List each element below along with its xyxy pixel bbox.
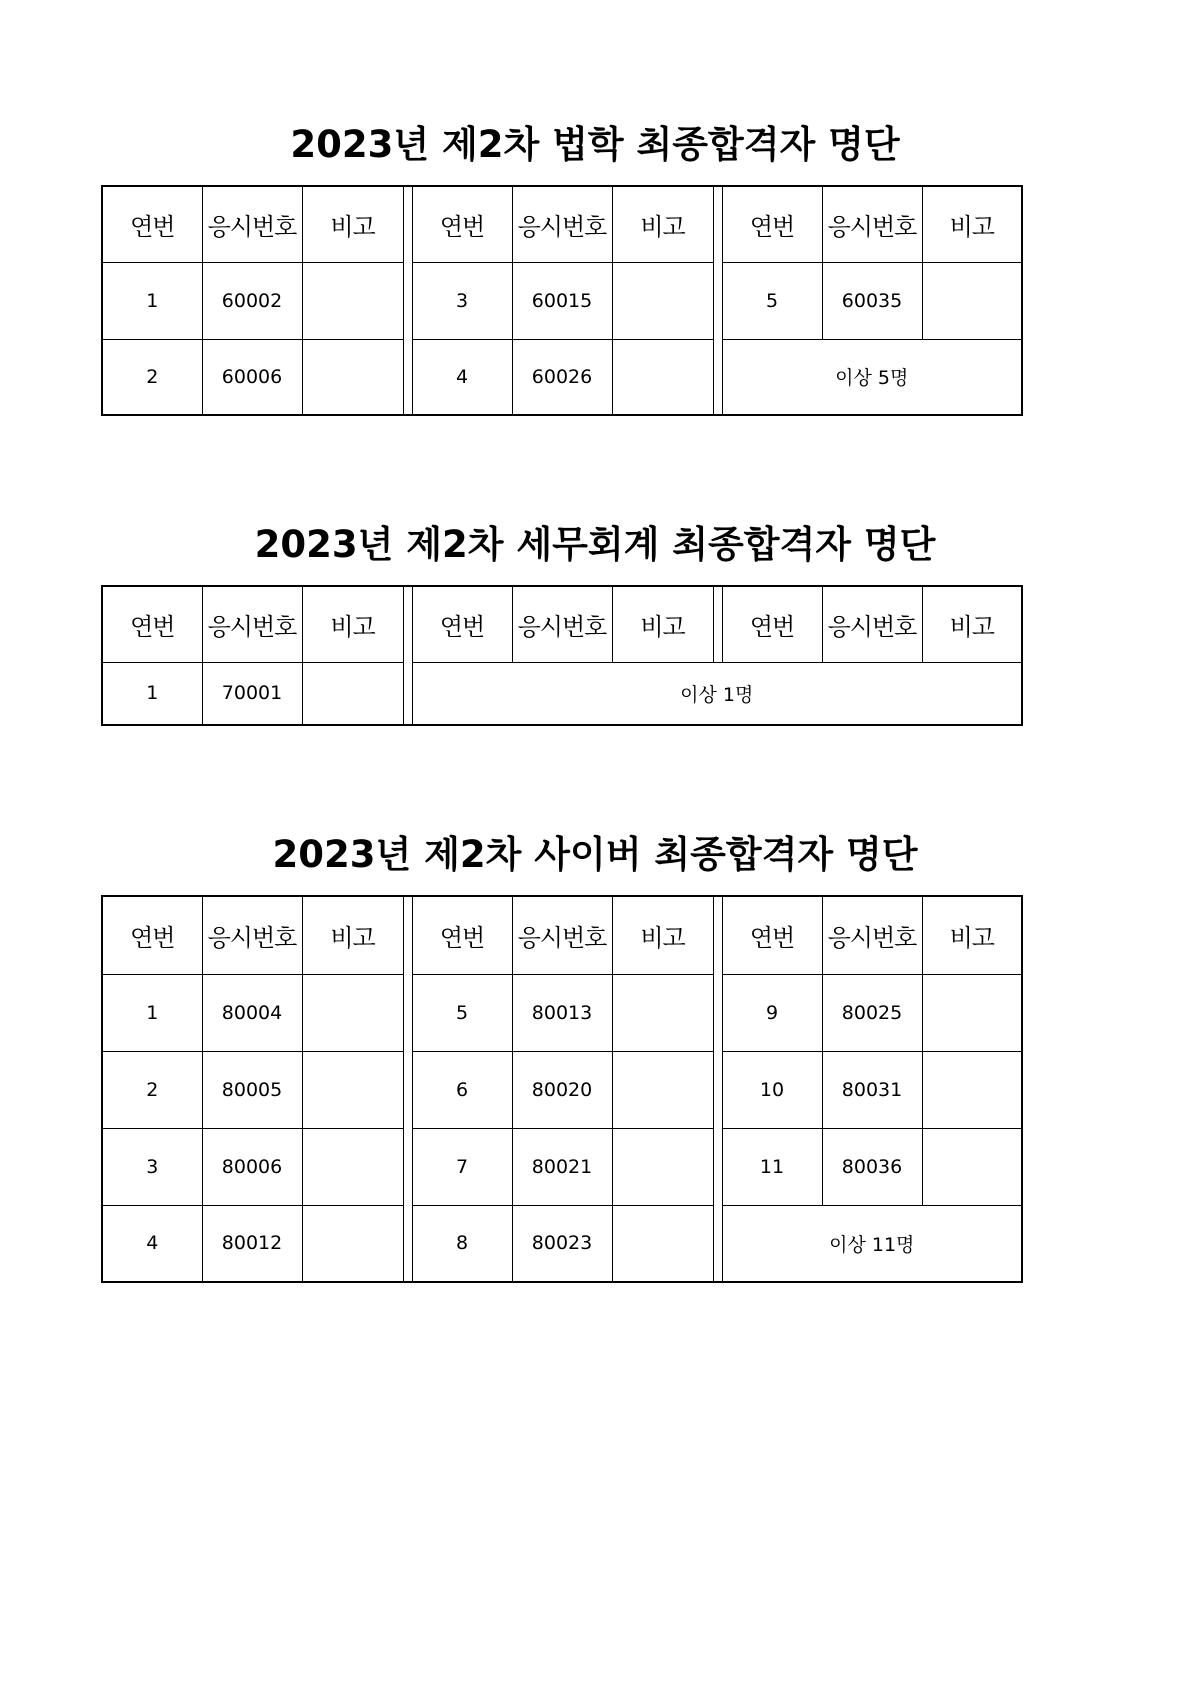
cell-id: 60002	[202, 262, 302, 339]
header-no: 연번	[722, 186, 822, 262]
roster-table-law	[101, 185, 1023, 416]
cell-id: 60026	[512, 339, 612, 415]
cell-id: 60015	[512, 262, 612, 339]
summary-count: 이상 5명	[722, 339, 1022, 415]
header-note: 비고	[612, 896, 713, 974]
column-divider	[403, 586, 412, 725]
table-row	[102, 1051, 1022, 1128]
header-no: 연번	[412, 586, 512, 662]
header-id: 응시번호	[512, 186, 612, 262]
header-no: 연번	[102, 896, 202, 974]
cell-note	[612, 262, 713, 339]
cell-no: 8	[412, 1205, 512, 1282]
cell-id: 80025	[822, 974, 922, 1051]
table-row	[102, 339, 1022, 415]
column-divider	[713, 586, 722, 662]
cell-note	[612, 1128, 713, 1205]
cell-id: 60006	[202, 339, 302, 415]
header-no: 연번	[412, 186, 512, 262]
summary-count: 이상 11명	[722, 1205, 1022, 1282]
cell-note	[922, 262, 1022, 339]
header-id: 응시번호	[202, 586, 302, 662]
cell-no: 3	[102, 1128, 202, 1205]
cell-no: 6	[412, 1051, 512, 1128]
roster-table-cyber	[101, 895, 1023, 1283]
cell-no: 9	[722, 974, 822, 1051]
column-divider	[713, 896, 722, 1282]
cell-no: 2	[102, 339, 202, 415]
cell-note	[612, 1051, 713, 1128]
cell-note	[922, 1051, 1022, 1128]
cell-id: 80036	[822, 1128, 922, 1205]
header-id: 응시번호	[822, 186, 922, 262]
cell-no: 2	[102, 1051, 202, 1128]
cell-no: 11	[722, 1128, 822, 1205]
cell-no: 1	[102, 974, 202, 1051]
header-id: 응시번호	[512, 586, 612, 662]
header-id: 응시번호	[822, 586, 922, 662]
cell-note	[302, 1128, 403, 1205]
cell-no: 10	[722, 1051, 822, 1128]
cell-no: 1	[102, 262, 202, 339]
table-row	[102, 1205, 1022, 1282]
header-note: 비고	[922, 896, 1022, 974]
header-id: 응시번호	[512, 896, 612, 974]
cell-note	[612, 339, 713, 415]
header-note: 비고	[922, 586, 1022, 662]
cell-id: 80023	[512, 1205, 612, 1282]
summary-count: 이상 1명	[412, 662, 1022, 725]
header-no: 연번	[412, 896, 512, 974]
section-title-law: 2023년 제2차 법학 최종합격자 명단	[290, 123, 900, 166]
header-no: 연번	[722, 586, 822, 662]
cell-no: 5	[412, 974, 512, 1051]
cell-note	[612, 1205, 713, 1282]
table-row	[102, 262, 1022, 339]
cell-note	[302, 974, 403, 1051]
cell-id: 80020	[512, 1051, 612, 1128]
header-row	[102, 186, 1022, 262]
header-note: 비고	[612, 586, 713, 662]
cell-no: 5	[722, 262, 822, 339]
header-note: 비고	[612, 186, 713, 262]
header-note: 비고	[922, 186, 1022, 262]
header-note: 비고	[302, 896, 403, 974]
cell-no: 4	[102, 1205, 202, 1282]
cell-id: 80006	[202, 1128, 302, 1205]
cell-id: 80004	[202, 974, 302, 1051]
cell-id: 70001	[202, 662, 302, 725]
cell-note	[612, 974, 713, 1051]
header-no: 연번	[102, 186, 202, 262]
cell-id: 80021	[512, 1128, 612, 1205]
cell-no: 7	[412, 1128, 512, 1205]
cell-id: 80013	[512, 974, 612, 1051]
cell-no: 4	[412, 339, 512, 415]
cell-note	[302, 262, 403, 339]
table-row	[102, 974, 1022, 1051]
cell-note	[302, 1051, 403, 1128]
cell-id: 80005	[202, 1051, 302, 1128]
cell-note	[302, 1205, 403, 1282]
header-note: 비고	[302, 586, 403, 662]
roster-table-tax-accounting	[101, 585, 1023, 726]
header-id: 응시번호	[822, 896, 922, 974]
cell-id: 80012	[202, 1205, 302, 1282]
header-id: 응시번호	[202, 186, 302, 262]
section-title-tax-accounting: 2023년 제2차 세무회계 최종합격자 명단	[254, 523, 936, 566]
header-no: 연번	[722, 896, 822, 974]
column-divider	[403, 896, 412, 1282]
cell-id: 60035	[822, 262, 922, 339]
cell-no: 3	[412, 262, 512, 339]
table-row	[102, 1128, 1022, 1205]
column-divider	[713, 186, 722, 415]
cell-note	[922, 974, 1022, 1051]
cell-id: 80031	[822, 1051, 922, 1128]
section-title-cyber: 2023년 제2차 사이버 최종합격자 명단	[272, 833, 918, 876]
header-note: 비고	[302, 186, 403, 262]
header-row	[102, 896, 1022, 974]
cell-no: 1	[102, 662, 202, 725]
header-no: 연번	[102, 586, 202, 662]
header-id: 응시번호	[202, 896, 302, 974]
cell-note	[922, 1128, 1022, 1205]
table-row	[102, 662, 1022, 725]
cell-note	[302, 662, 403, 725]
cell-note	[302, 339, 403, 415]
header-row	[102, 586, 1022, 662]
column-divider	[403, 186, 412, 415]
